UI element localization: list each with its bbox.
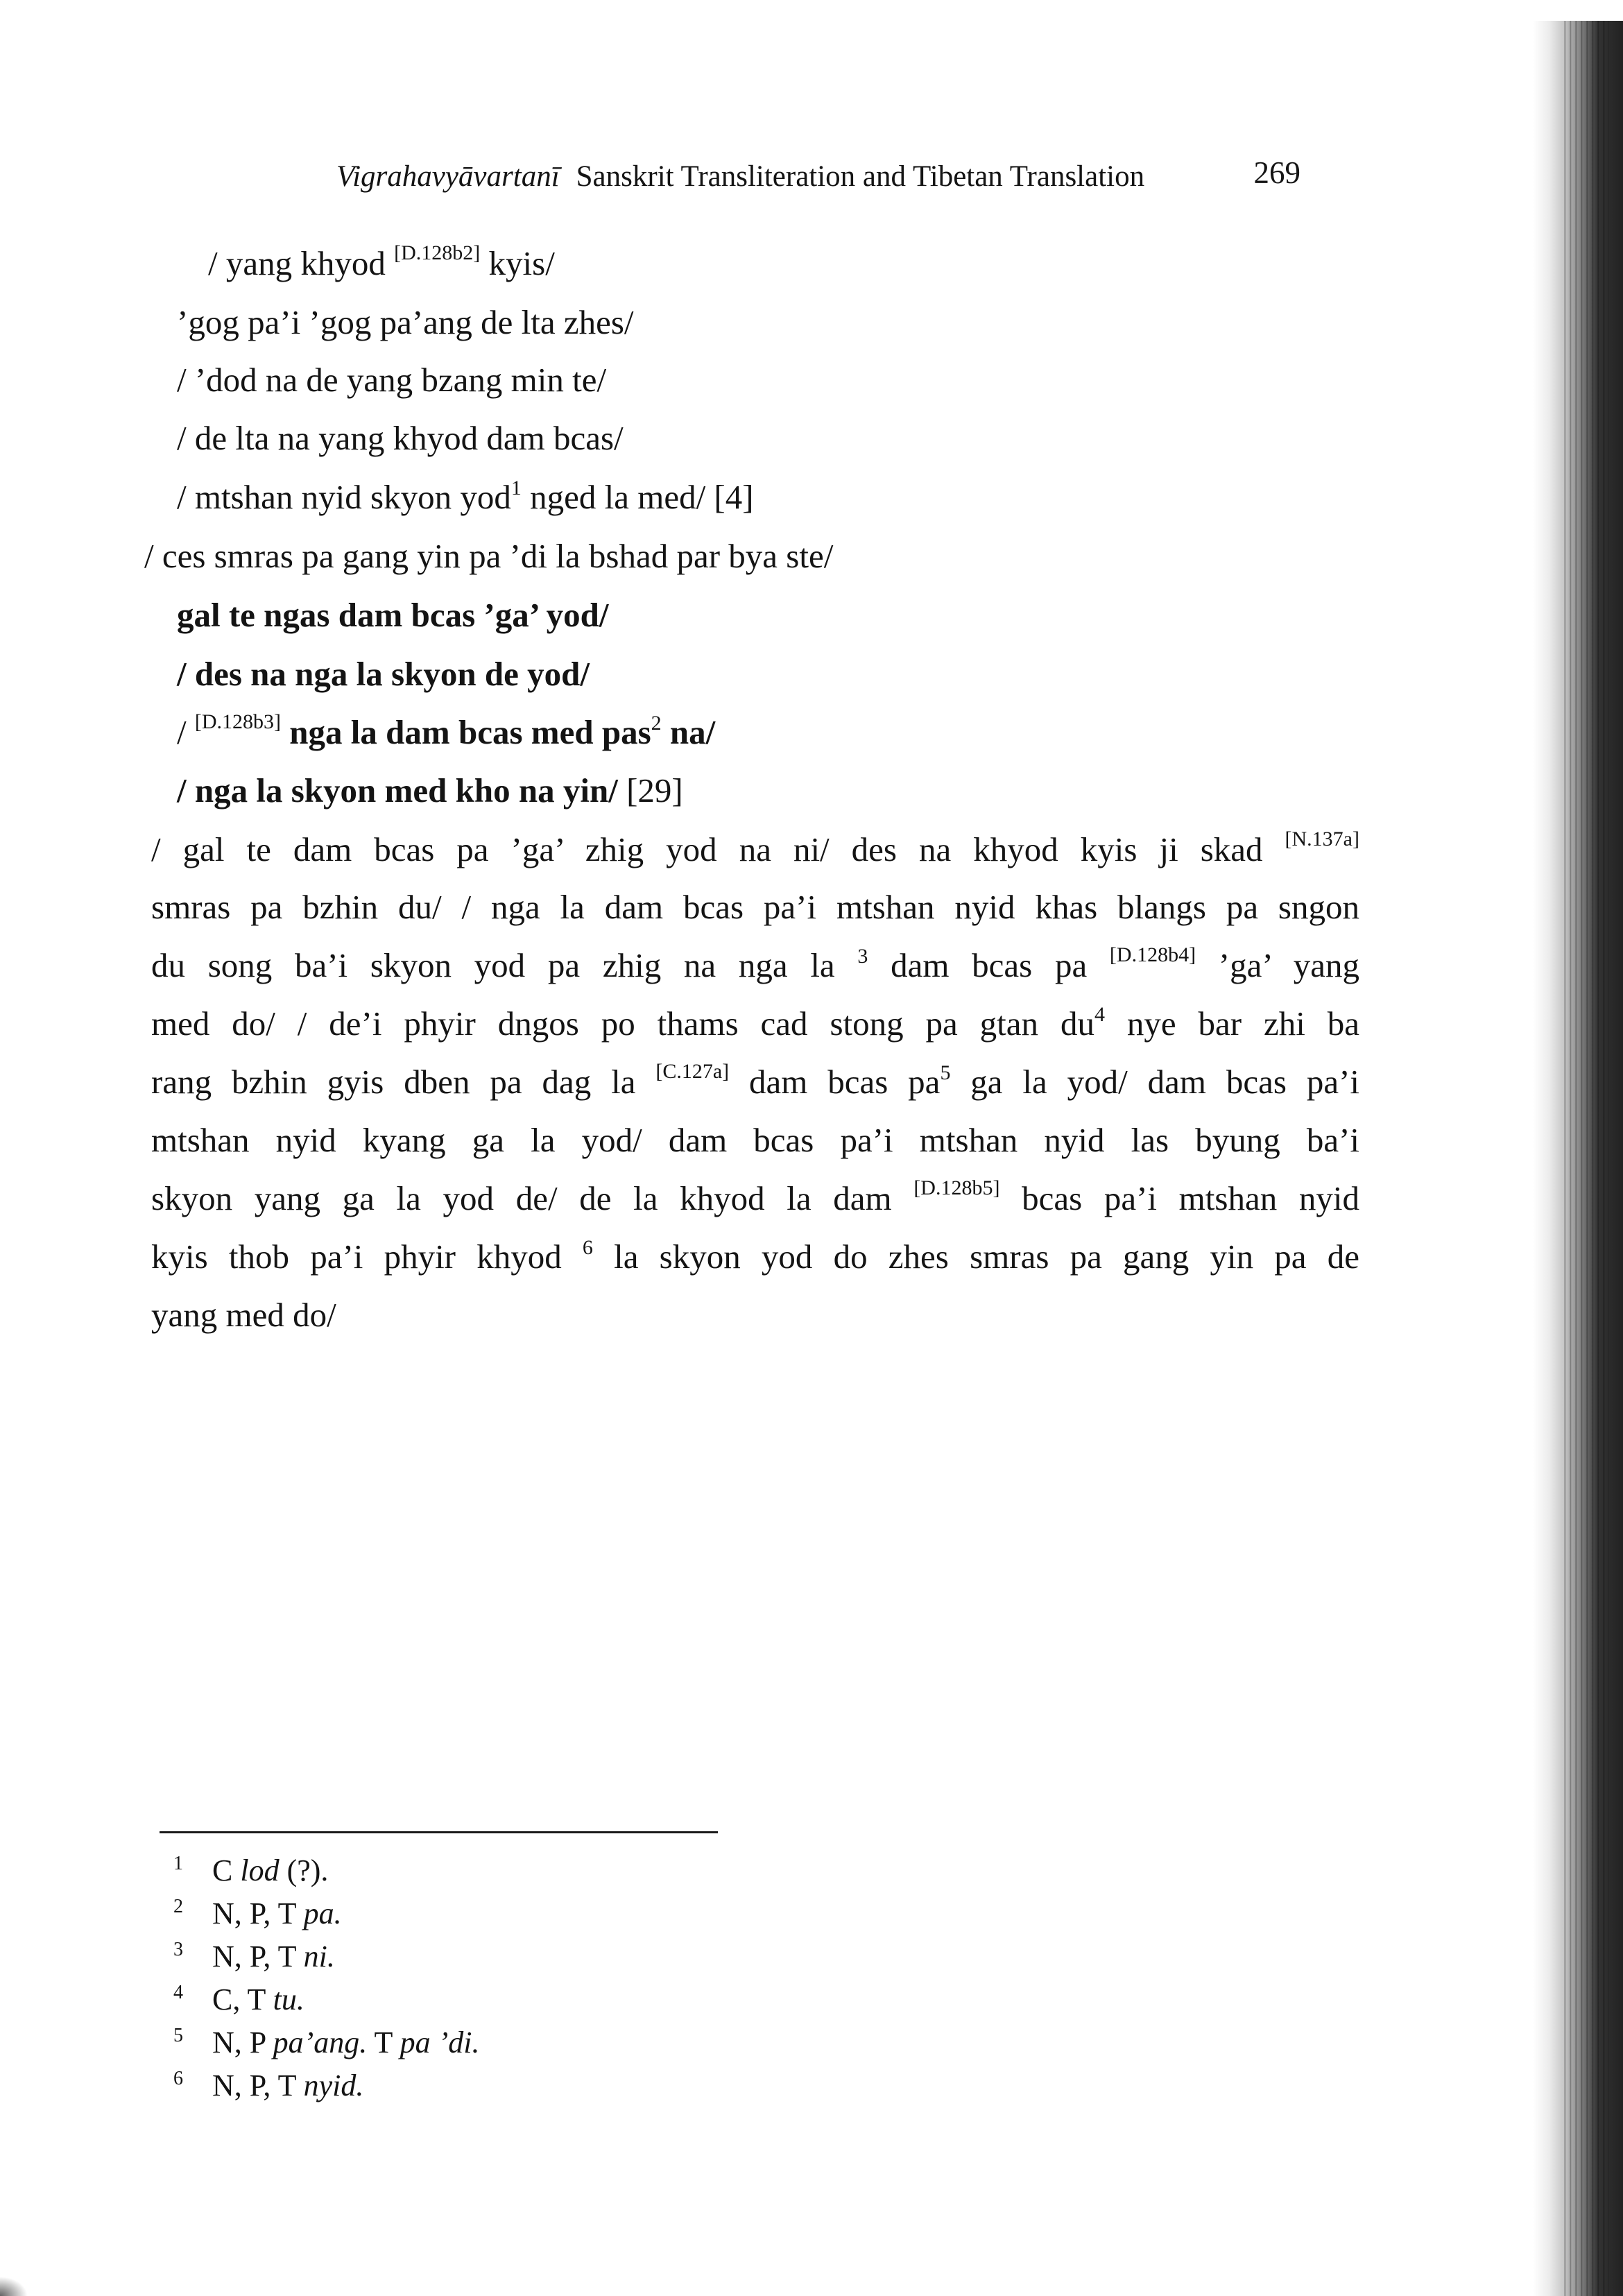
footnote-number: 6 (173, 2068, 183, 2089)
footnote-rule (160, 1831, 718, 1833)
prose-line-3 (151, 941, 1359, 995)
footnote-marker: 3 (857, 945, 868, 968)
verse-b-line-3-end: na/ (661, 713, 716, 751)
prose-line-5-text: rang bzhin gyis dben pa dag la (151, 1063, 656, 1101)
page-number: 269 (1253, 155, 1300, 190)
running-head (336, 156, 1300, 198)
folio-ref: [C.127a] (655, 1060, 730, 1083)
verse-a-line-4: / de lta na yang khyod dam bcas/ (177, 419, 624, 457)
verse-b-line-4-text: / nga la skyon med kho na yin/ (177, 771, 618, 809)
footnote-reading-2: pa ’di. (400, 2025, 480, 2059)
footnote-sigla-2: T (367, 2025, 400, 2059)
footnote-marker: 4 (1094, 1003, 1105, 1026)
intro-line: / ces smras pa gang yin pa ’di la bshad par bya ste/ (144, 537, 834, 575)
prose-line-7-text: skyon yang ga la yod de/ de la khyod la dam (151, 1179, 914, 1217)
folio-ref: [D.128b5] (913, 1176, 1000, 1199)
footnote-sigla: C, T (212, 1982, 273, 2016)
prose-line-1 (151, 825, 1359, 879)
footnote-number: 2 (173, 1896, 183, 1917)
footnote-marker: 6 (582, 1236, 593, 1259)
footnote-sigla: N, P, T (212, 1896, 304, 1930)
prose-line-5-end: ga la yod/ dam bcas pa’i (950, 1063, 1359, 1101)
prose-line-6: mtshan nyid kyang ga la yod/ dam bcas pa’i mtshan nyid las byung ba’i (151, 1121, 1359, 1159)
binding-texture (1561, 21, 1609, 2296)
prose-line-7-end: bcas pa’i mtshan nyid (999, 1179, 1359, 1217)
verse-a-line-3: / ’dod na de yang bzang min te/ (177, 361, 607, 399)
footnote-reading: tu. (273, 1982, 304, 2016)
folio-ref: [D.128b4] (1109, 943, 1196, 966)
footnote-reading: pa’ang. (273, 2025, 368, 2059)
footnote-marker: 1 (510, 477, 522, 499)
footnote-remark: (?). (279, 1853, 329, 1887)
footnote-sigla: C (212, 1853, 241, 1887)
footnote-sigla: N, P, T (212, 2068, 304, 2102)
footnote-5 (173, 2023, 479, 2067)
prose-line-4-text: med do/ / de’i phyir dngos po thams cad stong pa gtan du (151, 1004, 1094, 1043)
prose-line-4 (151, 1000, 1359, 1053)
prose-line-8 (151, 1233, 1359, 1286)
prose-line-5 (151, 1058, 1359, 1111)
footnote-6 (173, 2066, 363, 2110)
verse-b-line-4 (177, 766, 683, 815)
verse-a-line-1 (208, 239, 555, 293)
verse-a-line-5-text: / mtshan nyid skyon yod (177, 478, 511, 516)
footnote-reading: ni. (303, 1939, 335, 1973)
prose-line-1-text: / gal te dam bcas pa ’ga’ zhig yod na ni/ des na khyod kyis ji skad (151, 830, 1263, 868)
verse-b-line-3-text: nga la dam bcas med pas (281, 713, 651, 751)
prose-line-4-end: nye bar zhi ba (1104, 1004, 1359, 1043)
footnote-reading: lod (240, 1853, 280, 1887)
verse-b-line-3-slash: / (177, 713, 195, 751)
footnote-number: 4 (173, 1982, 183, 2003)
footnote-reading: nyid. (303, 2068, 364, 2102)
prose-line-9: yang med do/ (151, 1296, 336, 1334)
prose-line-3-mid: dam bcas pa (868, 946, 1110, 984)
footnote-sigla: N, P (212, 2025, 273, 2059)
prose-line-2: smras pa bzhin du/ / nga la dam bcas pa’i mtshan nyid khas blangs pa sngon (151, 888, 1359, 926)
footnote-marker: 2 (651, 712, 662, 735)
folio-ref: [N.137a] (1285, 828, 1359, 850)
verse-a-line-2: ’gog pa’i ’gog pa’ang de lta zhes/ (177, 303, 634, 341)
verse-b-line-1: gal te ngas dam bcas ’ga’ yod/ (177, 596, 609, 634)
footnote-reading: pa. (303, 1896, 342, 1930)
footnote-sigla: N, P, T (212, 1939, 304, 1973)
prose-line-3-end: ’ga’ yang (1196, 946, 1359, 984)
prose-line-3-text: du song ba’i skyon yod pa zhig na nga la (151, 946, 858, 984)
scan-corner-mark (0, 2277, 28, 2296)
verse-b-line-2: / des na nga la skyon de yod/ (177, 655, 590, 693)
running-head-title: Vigrahavyāvartanī (336, 160, 560, 193)
folio-ref: [D.128b2] (394, 241, 481, 264)
verse-a-line-5 (177, 473, 754, 526)
prose-line-8-end: la skyon yod do zhes smras pa gang yin pa de (592, 1237, 1359, 1276)
folio-ref: [D.128b3] (194, 710, 282, 733)
running-head-subtitle: Sanskrit Transliteration and Tibetan Translation (576, 160, 1145, 193)
verse-b-line-3 (177, 708, 715, 762)
prose-line-7 (151, 1174, 1359, 1228)
footnote-marker: 5 (940, 1061, 951, 1084)
verse-a-line-5-end: nged la med/ [4] (521, 478, 754, 516)
prose-line-8-text: kyis thob pa’i phyir khyod (151, 1237, 583, 1276)
verse-a-line-1-text: / yang khyod (208, 244, 395, 282)
footnote-number: 5 (173, 2025, 183, 2046)
prose-line-5-mid: dam bcas pa (729, 1063, 941, 1101)
footnote-number: 1 (173, 1853, 183, 1874)
verse-a-line-1-end: kyis/ (480, 244, 555, 282)
footnote-number: 3 (173, 1939, 183, 1960)
verse-number: [29] (617, 771, 683, 809)
